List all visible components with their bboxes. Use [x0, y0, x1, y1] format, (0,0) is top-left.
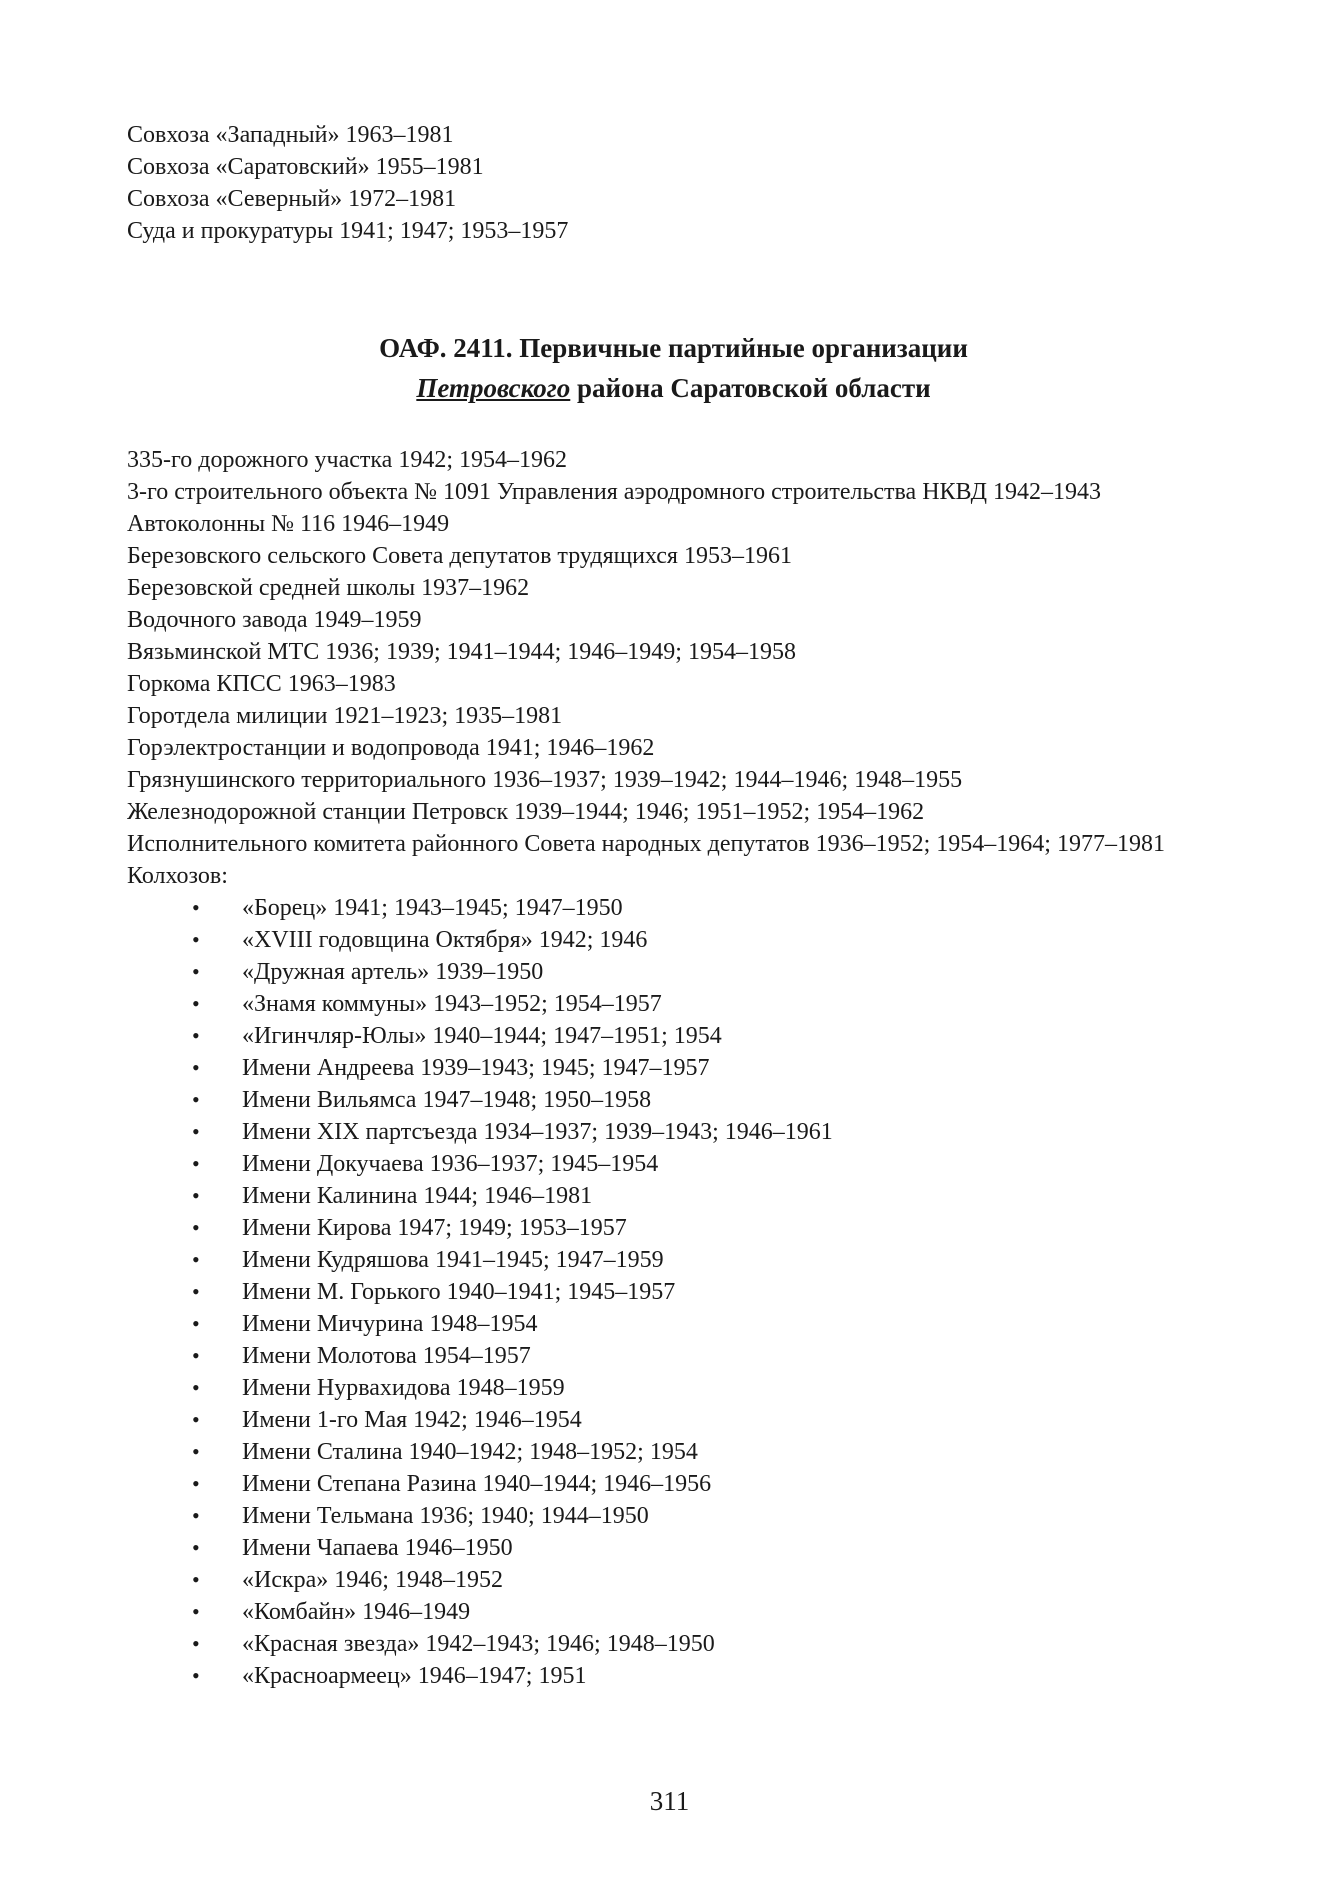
- bullet-icon: •: [192, 1311, 200, 1336]
- heading-line-2-rest: района Саратовской области: [570, 373, 931, 403]
- bullet-icon: •: [192, 1631, 200, 1656]
- kolkhoz-text: «Красная звезда» 1942–1943; 1946; 1948–1950: [242, 1631, 715, 1657]
- kolkhoz-text: Имени Кирова 1947; 1949; 1953–1957: [242, 1215, 627, 1241]
- kolkhoz-item: [127, 1404, 1220, 1436]
- bullet-icon: •: [192, 1407, 200, 1432]
- list-item: Совхоза «Саратовский» 1955–1981: [127, 154, 484, 180]
- kolkhoz-item: [127, 1436, 1220, 1468]
- list-item-executive-committee: Исполнительного комитета районного Совета народных депутатов 1936–1952; 1954–1964; 1977–1981: [127, 831, 1165, 857]
- kolkhoz-text: Имени Мичурина 1948–1954: [242, 1311, 538, 1337]
- kolkhoz-item: [127, 892, 1220, 924]
- kolkhoz-item: [127, 1244, 1220, 1276]
- kolkhoz-text: «Красноармеец» 1946–1947; 1951: [242, 1663, 587, 1689]
- list-item: Вязьминской МТС 1936; 1939; 1941–1944; 1946–1949; 1954–1958: [127, 639, 796, 665]
- list-item: 335-го дорожного участка 1942; 1954–1962: [127, 447, 568, 473]
- bullet-icon: •: [192, 959, 200, 984]
- continued-list: [127, 119, 1227, 247]
- list-item: Горотдела милиции 1921–1923; 1935–1981: [127, 703, 563, 729]
- page-number: 311: [649, 1786, 690, 1816]
- heading-line-1: ОАФ. 2411. Первичные партийные организации: [379, 333, 968, 363]
- list-item: Горкома КПСС 1963–1983: [127, 671, 396, 697]
- kolkhoz-text: Имени Чапаева 1946–1950: [242, 1535, 513, 1561]
- list-item: Совхоза «Северный» 1972–1981: [127, 186, 457, 212]
- bullet-icon: •: [192, 991, 200, 1016]
- kolkhoz-text: «Игинчляр-Юлы» 1940–1944; 1947–1951; 1954: [242, 1023, 722, 1049]
- bullet-icon: •: [192, 1599, 200, 1624]
- list-item: Березовского сельского Совета депутатов трудящихся 1953–1961: [127, 543, 792, 569]
- bullet-icon: •: [192, 1055, 200, 1080]
- bullet-icon: •: [192, 1183, 200, 1208]
- bullet-icon: •: [192, 1215, 200, 1240]
- kolkhoz-text: «Искра» 1946; 1948–1952: [242, 1567, 503, 1593]
- kolkhoz-item: [127, 1084, 1220, 1116]
- kolkhoz-item: [127, 956, 1220, 988]
- kolkhoz-item: [127, 1308, 1220, 1340]
- kolkhoz-text: Имени Андреева 1939–1943; 1945; 1947–1957: [242, 1055, 710, 1081]
- kolkhoz-text: Имени Сталина 1940–1942; 1948–1952; 1954: [242, 1439, 698, 1465]
- kolkhoz-item: [127, 1276, 1220, 1308]
- bullet-icon: •: [192, 1439, 200, 1464]
- kolkhoz-item: [127, 1180, 1220, 1212]
- kolkhoz-list: [127, 892, 1220, 1692]
- heading-district-name: Петровского: [416, 373, 571, 403]
- kolkhoz-text: «Дружная артель» 1939–1950: [242, 959, 544, 985]
- bullet-icon: •: [192, 1343, 200, 1368]
- kolkhoz-text: Имени Докучаева 1936–1937; 1945–1954: [242, 1151, 659, 1177]
- kolkhoz-text: «Знамя коммуны» 1943–1952; 1954–1957: [242, 991, 662, 1017]
- bullet-icon: •: [192, 1279, 200, 1304]
- kolkhoz-item: [127, 1020, 1220, 1052]
- kolkhoz-item: [127, 1148, 1220, 1180]
- kolkhoz-text: «Комбайн» 1946–1949: [242, 1599, 471, 1625]
- bullet-icon: •: [192, 1119, 200, 1144]
- bullet-icon: •: [192, 1535, 200, 1560]
- list-item: Автоколонны № 116 1946–1949: [127, 511, 450, 537]
- kolkhoz-item: [127, 1340, 1220, 1372]
- bullet-icon: •: [192, 1567, 200, 1592]
- list-item: Суда и прокуратуры 1941; 1947; 1953–1957: [127, 218, 569, 244]
- section-heading: [127, 328, 1220, 408]
- kolkhoz-item: [127, 1628, 1220, 1660]
- kolkhoz-item: [127, 1116, 1220, 1148]
- kolkhoz-item: [127, 1212, 1220, 1244]
- kolkhoz-text: Имени Калинина 1944; 1946–1981: [242, 1183, 593, 1209]
- organizations-list: [127, 444, 1220, 1692]
- list-item: Железнодорожной станции Петровск 1939–1944; 1946; 1951–1952; 1954–1962: [127, 799, 925, 825]
- kolkhoz-item: [127, 1372, 1220, 1404]
- kolkhoz-text: «Борец» 1941; 1943–1945; 1947–1950: [242, 895, 623, 921]
- kolkhoz-text: Имени XIX партсъезда 1934–1937; 1939–1943; 1946–1961: [242, 1119, 833, 1145]
- kolkhoz-item: [127, 1564, 1220, 1596]
- list-item: Грязнушинского территориального 1936–1937; 1939–1942; 1944–1946; 1948–1955: [127, 767, 963, 793]
- kolkhoz-text: «XVIII годовщина Октября» 1942; 1946: [242, 927, 648, 953]
- kolkhoz-item: [127, 924, 1220, 956]
- kolkhoz-text: Имени Кудряшова 1941–1945; 1947–1959: [242, 1247, 664, 1273]
- kolkhoz-item: [127, 1596, 1220, 1628]
- kolkhoz-text: Имени 1-го Мая 1942; 1946–1954: [242, 1407, 582, 1433]
- bullet-icon: •: [192, 1503, 200, 1528]
- kolkhoz-text: Имени М. Горького 1940–1941; 1945–1957: [242, 1279, 676, 1305]
- kolkhoz-item: [127, 1468, 1220, 1500]
- kolkhoz-label: Колхозов:: [127, 863, 228, 889]
- kolkhoz-item: [127, 1660, 1220, 1692]
- list-item: Водочного завода 1949–1959: [127, 607, 422, 633]
- bullet-icon: •: [192, 1663, 200, 1688]
- kolkhoz-item: [127, 1532, 1220, 1564]
- bullet-icon: •: [192, 1023, 200, 1048]
- bullet-icon: •: [192, 1471, 200, 1496]
- kolkhoz-text: Имени Степана Разина 1940–1944; 1946–1956: [242, 1471, 712, 1497]
- bullet-icon: •: [192, 1151, 200, 1176]
- kolkhoz-item: [127, 1500, 1220, 1532]
- kolkhoz-text: Имени Тельмана 1936; 1940; 1944–1950: [242, 1503, 649, 1529]
- bullet-icon: •: [192, 1247, 200, 1272]
- kolkhoz-text: Имени Вильямса 1947–1948; 1950–1958: [242, 1087, 652, 1113]
- kolkhoz-item: [127, 988, 1220, 1020]
- list-item: Совхоза «Западный» 1963–1981: [127, 122, 454, 148]
- bullet-icon: •: [192, 895, 200, 920]
- kolkhoz-item: [127, 1052, 1220, 1084]
- kolkhoz-text: Имени Молотова 1954–1957: [242, 1343, 531, 1369]
- kolkhoz-text: Имени Нурвахидова 1948–1959: [242, 1375, 565, 1401]
- bullet-icon: •: [192, 1087, 200, 1112]
- heading-line-2: [127, 368, 1220, 408]
- list-item: Горэлектростанции и водопровода 1941; 1946–1962: [127, 735, 655, 761]
- bullet-icon: •: [192, 1375, 200, 1400]
- bullet-icon: •: [192, 927, 200, 952]
- list-item: Березовской средней школы 1937–1962: [127, 575, 530, 601]
- list-item: 3-го строительного объекта № 1091 Управления аэродромного строительства НКВД 1942–1943: [127, 479, 1102, 505]
